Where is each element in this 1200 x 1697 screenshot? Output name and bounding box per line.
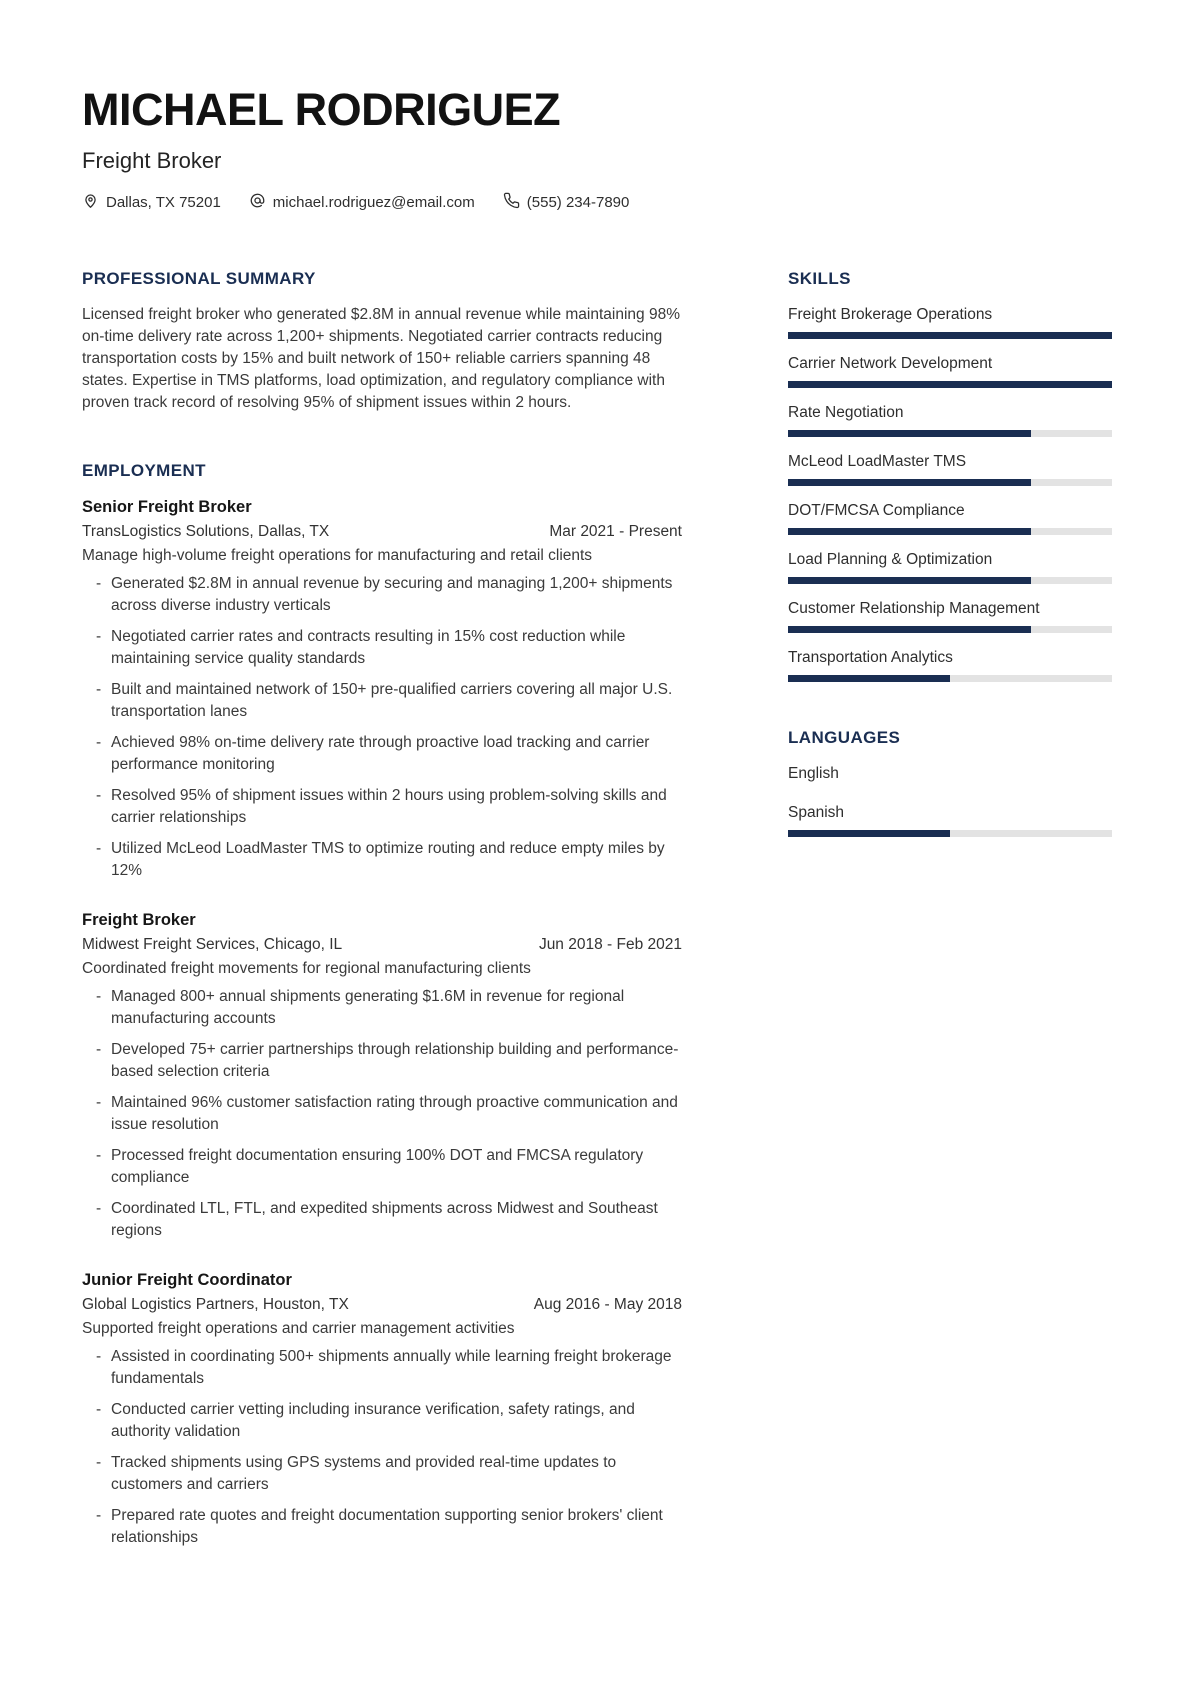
job-meta xyxy=(82,1294,682,1316)
bullet-text: Maintained 96% customer satisfaction rating through proactive communication and issue resolution xyxy=(111,1094,678,1134)
skill-bar-fill xyxy=(788,626,1031,633)
job-bullet-list xyxy=(82,573,682,882)
person-name: MICHAEL RODRIGUEZ xyxy=(82,84,561,135)
job-bullet xyxy=(82,838,682,882)
bullet-text: Achieved 98% on-time delivery rate through proactive load tracking and carrier performance monitoring xyxy=(111,734,650,774)
job-bullet xyxy=(82,732,682,776)
summary-text: Licensed freight broker who generated $2.8M in annual revenue while maintaining 98% on-time delivery rate across 1,200+ shipments. Negotiated carrier contracts reducing transportation costs by 15% and built network of 150+ reliable carriers spanning 48 states. Expertise in TMS platforms, load optimization, and regulatory compliance with proven track record of resolving 95% of shipment issues within 2 hours. xyxy=(82,306,680,412)
job-bullet xyxy=(82,1039,682,1083)
job-bullet xyxy=(82,986,682,1030)
contact-email-text: michael.rodriguez@email.com xyxy=(272,193,475,211)
contact-location-text: Dallas, TX 75201 xyxy=(106,193,221,211)
bullet-dash: - xyxy=(96,1454,102,1472)
job-company: TransLogistics Solutions, Dallas, TX xyxy=(82,523,330,541)
job-bullet xyxy=(82,1198,682,1242)
skill-item xyxy=(788,500,1112,535)
bullet-dash: - xyxy=(96,575,102,593)
skill-label: Customer Relationship Management xyxy=(788,600,1040,618)
person-job-title: Freight Broker xyxy=(82,148,222,174)
contact-phone xyxy=(503,192,630,213)
employment-heading: EMPLOYMENT xyxy=(82,461,206,481)
job-description: Manage high-volume freight operations for manufacturing and retail clients xyxy=(82,547,593,565)
bullet-dash: - xyxy=(96,1507,102,1525)
language-label: English xyxy=(788,765,839,783)
skill-label: Transportation Analytics xyxy=(788,649,953,667)
skill-item xyxy=(788,451,1112,486)
contact-email xyxy=(249,192,475,213)
job-meta xyxy=(82,934,682,956)
phone-icon xyxy=(503,192,520,213)
skill-item xyxy=(788,647,1112,682)
language-item xyxy=(788,763,1112,785)
skill-bar-fill xyxy=(788,332,1112,339)
language-item xyxy=(788,802,1112,837)
skill-label: Load Planning & Optimization xyxy=(788,551,993,569)
at-sign-icon xyxy=(249,192,266,213)
skill-bar-track xyxy=(788,577,1112,584)
job-bullet xyxy=(82,573,682,617)
skill-label: Rate Negotiation xyxy=(788,404,904,422)
language-bar-fill xyxy=(788,830,950,837)
skill-item xyxy=(788,353,1112,388)
job-bullet-list xyxy=(82,1346,682,1549)
contact-location xyxy=(82,192,221,213)
job-entry xyxy=(82,1269,682,1549)
job-bullet xyxy=(82,1092,682,1136)
skill-bar-fill xyxy=(788,381,1112,388)
bullet-text: Assisted in coordinating 500+ shipments annually while learning freight brokerage fundamentals xyxy=(111,1348,672,1388)
skill-label: Freight Brokerage Operations xyxy=(788,306,993,324)
bullet-dash: - xyxy=(96,840,102,858)
skill-bar-fill xyxy=(788,479,1031,486)
skill-bar-track xyxy=(788,528,1112,535)
bullet-dash: - xyxy=(96,1200,102,1218)
job-bullet xyxy=(82,1346,682,1390)
resume-header xyxy=(82,86,1112,213)
job-bullet-list xyxy=(82,986,682,1242)
contact-row xyxy=(82,192,1112,213)
right-column xyxy=(788,269,1112,1550)
bullet-dash: - xyxy=(96,988,102,1006)
job-dates: Jun 2018 - Feb 2021 xyxy=(538,936,682,954)
skill-bar-track xyxy=(788,381,1112,388)
job-bullet xyxy=(82,785,682,829)
language-bar-track xyxy=(788,830,1112,837)
summary-section xyxy=(82,269,682,414)
skill-bar-fill xyxy=(788,528,1031,535)
bullet-text: Managed 800+ annual shipments generating $1.6M in revenue for regional manufacturing accounts xyxy=(111,988,625,1028)
skill-bar-fill xyxy=(788,675,950,682)
job-entry xyxy=(82,496,682,882)
job-bullet xyxy=(82,679,682,723)
languages-section xyxy=(788,728,1112,837)
summary-heading: PROFESSIONAL SUMMARY xyxy=(82,268,316,288)
job-title: Freight Broker xyxy=(82,911,196,930)
skills-section xyxy=(788,269,1112,682)
bullet-dash: - xyxy=(96,734,102,752)
contact-phone-text: (555) 234-7890 xyxy=(526,193,630,211)
location-pin-icon xyxy=(82,192,99,213)
skill-item xyxy=(788,549,1112,584)
skill-bar-track xyxy=(788,479,1112,486)
job-bullet xyxy=(82,1399,682,1443)
skill-item xyxy=(788,304,1112,339)
job-bullet xyxy=(82,1452,682,1496)
skill-bar-track xyxy=(788,675,1112,682)
skill-bar-fill xyxy=(788,577,1031,584)
bullet-text: Developed 75+ carrier partnerships through relationship building and performance-based selection criteria xyxy=(111,1041,679,1081)
skill-bar-track xyxy=(788,332,1112,339)
job-title: Senior Freight Broker xyxy=(82,498,252,517)
bullet-text: Generated $2.8M in annual revenue by securing and managing 1,200+ shipments across diverse industry verticals xyxy=(111,575,673,615)
skill-label: DOT/FMCSA Compliance xyxy=(788,502,965,520)
skills-heading: SKILLS xyxy=(788,268,851,288)
bullet-text: Conducted carrier vetting including insurance verification, safety ratings, and authority validation xyxy=(111,1401,635,1441)
job-dates: Aug 2016 - May 2018 xyxy=(533,1296,682,1314)
left-column xyxy=(82,269,682,1550)
bullet-text: Resolved 95% of shipment issues within 2 hours using problem-solving skills and carrier relationships xyxy=(111,787,667,827)
bullet-text: Utilized McLeod LoadMaster TMS to optimize routing and reduce empty miles by 12% xyxy=(111,840,665,880)
bullet-dash: - xyxy=(96,787,102,805)
job-company: Midwest Freight Services, Chicago, IL xyxy=(82,936,343,954)
skill-label: McLeod LoadMaster TMS xyxy=(788,453,967,471)
job-title: Junior Freight Coordinator xyxy=(82,1271,292,1290)
bullet-text: Tracked shipments using GPS systems and provided real-time updates to customers and carriers xyxy=(111,1454,617,1494)
bullet-text: Coordinated LTL, FTL, and expedited shipments across Midwest and Southeast regions xyxy=(111,1200,658,1240)
job-description: Supported freight operations and carrier management activities xyxy=(82,1320,515,1338)
employment-section xyxy=(82,461,682,1549)
skill-bar-track xyxy=(788,626,1112,633)
bullet-text: Prepared rate quotes and freight documentation supporting senior brokers' client relationships xyxy=(111,1507,663,1547)
skill-item xyxy=(788,402,1112,437)
bullet-dash: - xyxy=(96,1348,102,1366)
bullet-dash: - xyxy=(96,1041,102,1059)
bullet-dash: - xyxy=(96,1094,102,1112)
content-columns xyxy=(82,269,1112,1550)
skill-bar-track xyxy=(788,430,1112,437)
job-entry xyxy=(82,909,682,1242)
job-description: Coordinated freight movements for regional manufacturing clients xyxy=(82,960,531,978)
bullet-text: Built and maintained network of 150+ pre-qualified carriers covering all major U.S. transportation lanes xyxy=(111,681,673,721)
bullet-dash: - xyxy=(96,1401,102,1419)
skill-label: Carrier Network Development xyxy=(788,355,993,373)
language-label: Spanish xyxy=(788,804,845,822)
job-company: Global Logistics Partners, Houston, TX xyxy=(82,1296,349,1314)
bullet-dash: - xyxy=(96,1147,102,1165)
job-dates: Mar 2021 - Present xyxy=(549,523,682,541)
skill-bar-fill xyxy=(788,430,1031,437)
bullet-text: Processed freight documentation ensuring 100% DOT and FMCSA regulatory compliance xyxy=(111,1147,644,1187)
bullet-dash: - xyxy=(96,681,102,699)
job-meta xyxy=(82,521,682,543)
skill-item xyxy=(788,598,1112,633)
bullet-dash: - xyxy=(96,628,102,646)
job-bullet xyxy=(82,1145,682,1189)
job-bullet xyxy=(82,626,682,670)
job-bullet xyxy=(82,1505,682,1549)
languages-heading: LANGUAGES xyxy=(788,728,901,748)
bullet-text: Negotiated carrier rates and contracts resulting in 15% cost reduction while maintaining service quality standards xyxy=(111,628,626,668)
